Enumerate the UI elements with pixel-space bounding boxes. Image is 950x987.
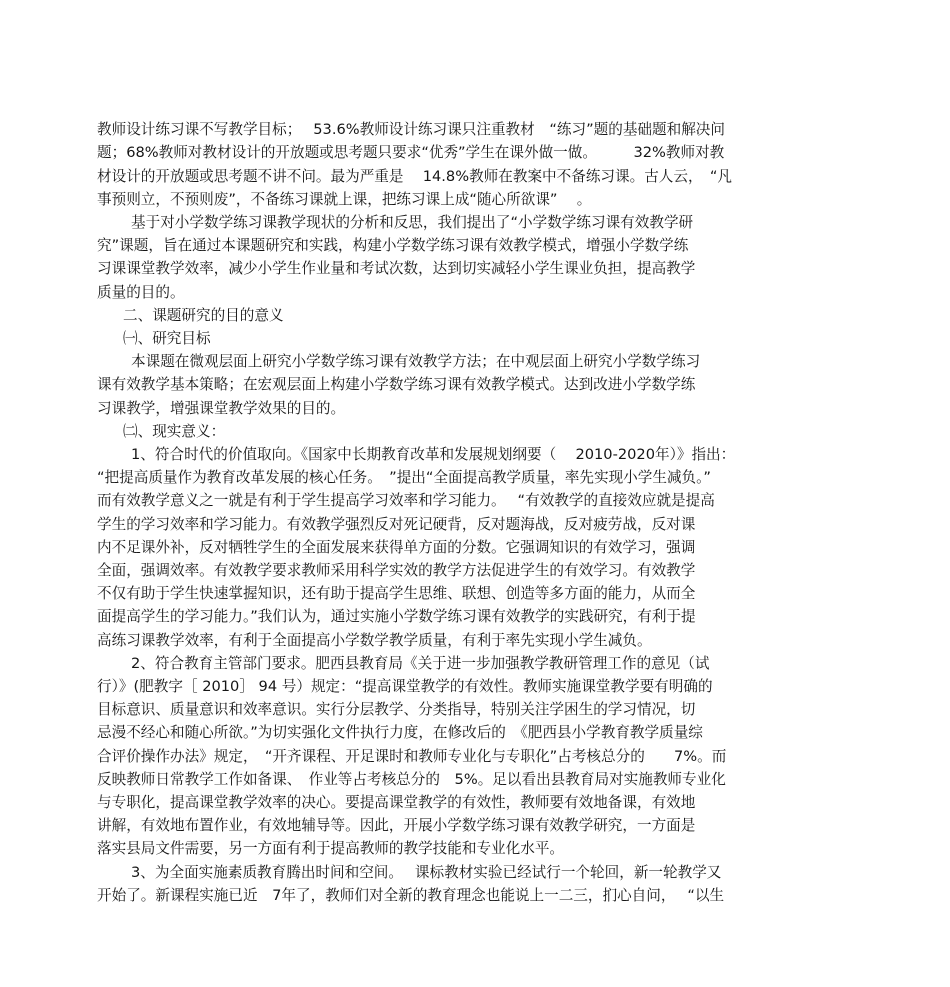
text-line: 习课课堂教学效率，减少小学生作业量和考试次数，达到切实减轻小学生课业负担，提高教学 <box>97 260 696 277</box>
text-line: 开始了。新课程实施已近 7年了，教师们对全新的教育理念也能说上一二三，扪心自问， “以生 <box>97 887 725 904</box>
text-line: 高练习课教学效率，有利于全面提高小学数学教学质量，有利于率先实现小学生减负。 <box>97 632 652 649</box>
subsection-heading: ㈠、研究目标 <box>123 330 211 347</box>
text-line: 不仅有助于学生快速掌握知识，还有助于提高学生思维、联想、创造等多方面的能力，从而全 <box>97 585 696 602</box>
text-line: 落实县局文件需要，另一方面有利于提高教师的教学技能和专业化水平。 <box>97 840 565 857</box>
text-line: 面提高学生的学习能力。”我们认为，通过实施小学数学练习课有效教学的实践研究，有利于提 <box>97 608 696 625</box>
text-line: 与专职化，提高课堂教学效率的决心。要提高课堂教学的有效性，教师要有效地备课，有效地 <box>97 794 696 811</box>
text-line: 行）》(肥教字［ 2010］ 94 号）规定：“提高课堂教学的有效性。教师实施课堂教学要有明确的 <box>97 678 713 695</box>
text-line: 质量的目的。 <box>97 284 185 301</box>
paragraph-first-line: 本课题在微观层面上研究小学数学练习课有效教学方法；在中观层面上研究小学数学练习 <box>131 353 701 370</box>
text-line: “把提高质量作为教育改革发展的核心任务。 ”提出“全面提高教学质量，率先实现小学生减负。” <box>97 469 711 486</box>
paragraph-first-line: 3、为全面实施素质教育腾出时间和空间。 课标教材实验已经试行一个轮回，新一轮教学又 <box>131 864 722 881</box>
text-line: 题；68%教师对教材设计的开放题或思考题只要求“优秀”学生在课外做一做。 32%教师对教 <box>97 144 725 161</box>
text-line: 教师设计练习课不写教学目标； 53.6%教师设计练习课只注重教材 “练习”题的基础题和解决问 <box>97 121 725 138</box>
text-line: 讲解，有效地布置作业，有效地辅导等。因此，开展小学数学练习课有效教学研究，一方面是 <box>97 817 696 834</box>
paragraph-first-line: 基于对小学数学练习课教学现状的分析和反思，我们提出了“小学数学练习课有效教学研 <box>131 214 694 231</box>
text-line: 而有效教学意义之一就是有利于学生提高学习效率和学习能力。 “有效教学的直接效应就是提高 <box>97 492 715 509</box>
text-line: 内不足课外补，反对牺牲学生的全面发展来获得单方面的分数。它强调知识的有效学习，强调 <box>97 539 696 556</box>
text-line: 目标意识、质量意识和效率意识。实行分层教学、分类指导，特别关注学困生的学习情况，切 <box>97 701 696 718</box>
paragraph-first-line: 1、符合时代的价值取向。《国家中长期教育改革和发展规划纲要（ 2010-2020年）》指出： <box>131 446 736 463</box>
paragraph-first-line: 2、符合教育主管部门要求。肥西县教育局《关于进一步加强教学教研管理工作的意见（试 <box>131 655 710 672</box>
text-line: 习课教学，增强课堂教学效果的目的。 <box>97 400 346 417</box>
section-heading: 二、课题研究的目的意义 <box>123 307 284 324</box>
text-line: 反映教师日常教学工作如备课、 作业等占考核总分的 5%。足以看出县教育局对实施教师专业化 <box>97 771 726 788</box>
text-line: 合评价操作办法》规定， “开齐课程、开足课时和教师专业化与专职化”占考核总分的 7%。而 <box>97 748 727 765</box>
text-line: 事预则立，不预则废”，不备练习课就上课，把练习课上成“随心所欲课” 。 <box>97 191 592 208</box>
text-line: 材设计的开放题或思考题不讲不问。最为严重是 14.8%教师在教案中不备练习课。古人云， “凡 <box>97 168 733 185</box>
text-line: 学生的学习效率和学习能力。有效教学强烈反对死记硬背，反对题海战，反对疲劳战，反对课 <box>97 516 696 533</box>
text-line: 究”课题，旨在通过本课题研究和实践，构建小学数学练习课有效教学模式，增强小学数学练 <box>97 237 689 254</box>
subsection-heading: ㈡、现实意义： <box>123 423 226 440</box>
text-line: 忌漫不经心和随心所欲。”为切实强化文件执行力度，在修改后的 《肥西县小学教育教学质量综 <box>97 724 703 741</box>
text-line: 课有效教学基本策略；在宏观层面上构建小学数学练习课有效教学模式。达到改进小学数学练 <box>97 376 696 393</box>
text-line: 全面，强调效率。有效教学要求教师采用科学实效的教学方法促进学生的有效学习。有效教学 <box>97 562 696 579</box>
